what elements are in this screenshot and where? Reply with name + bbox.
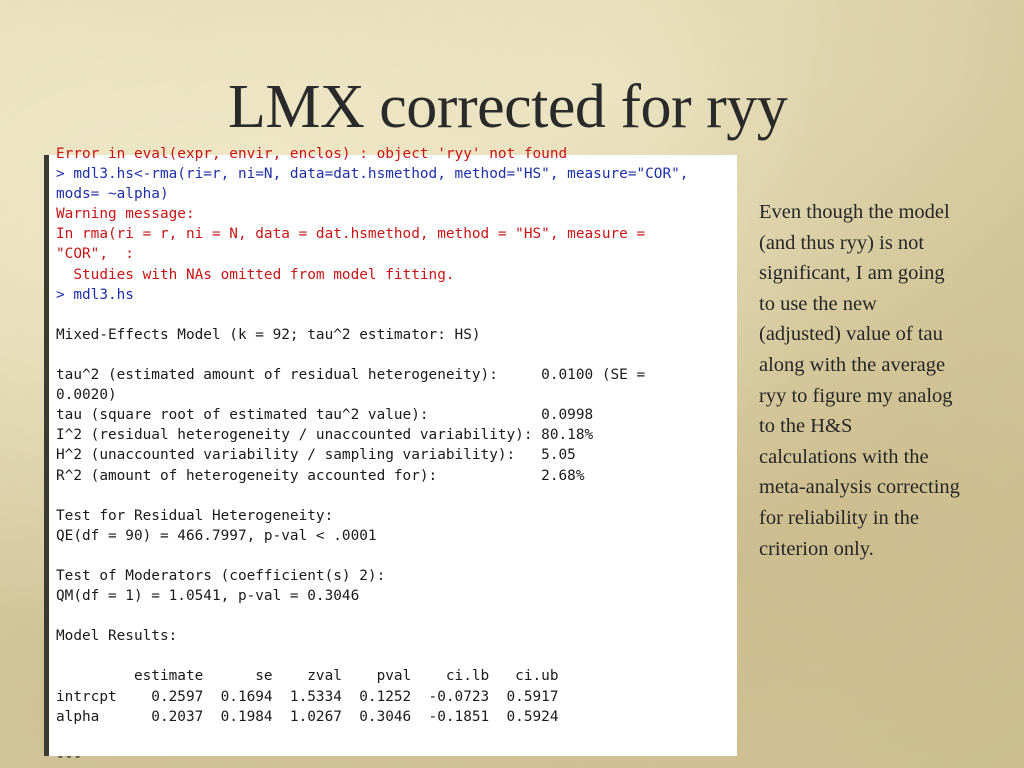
console-line: I^2 (residual heterogeneity / unaccounted variability): 80.18% bbox=[56, 427, 594, 444]
console-line: Model Results: bbox=[56, 628, 178, 645]
console-line: tau^2 (estimated amount of residual heterogeneity): 0.0100 (SE = bbox=[56, 367, 646, 384]
notes-line: meta-analysis correcting bbox=[759, 476, 960, 499]
slide-title: LMX corrected for ryy bbox=[228, 73, 788, 141]
notes-text bbox=[759, 197, 1009, 564]
console-line bbox=[56, 727, 737, 747]
notes-line: to the H&S bbox=[759, 415, 853, 438]
console-line bbox=[56, 486, 737, 506]
console-line: Studies with NAs omitted from model fitting. bbox=[56, 266, 455, 283]
notes-line: significant, I am going bbox=[759, 262, 945, 285]
console-line bbox=[56, 345, 737, 365]
console-line bbox=[56, 606, 737, 626]
notes-line: for reliability in the bbox=[759, 506, 919, 529]
notes-line: calculations with the bbox=[759, 445, 929, 468]
console-line: > mdl3.hs<-rma(ri=r, ni=N, data=dat.hsmethod, method="HS", measure="COR", bbox=[56, 166, 689, 183]
console-line: > mdl3.hs bbox=[56, 286, 134, 303]
notes-line: criterion only. bbox=[759, 537, 874, 560]
console-line: "COR", : bbox=[56, 246, 134, 263]
notes-line: ryy to figure my analog bbox=[759, 384, 953, 407]
console-line: QE(df = 90) = 466.7997, p-val < .0001 bbox=[56, 527, 377, 544]
console-line: Warning message: bbox=[56, 206, 195, 223]
r-console-output bbox=[44, 146, 737, 765]
console-line: mods= ~alpha) bbox=[56, 186, 169, 203]
console-line: H^2 (unaccounted variability / sampling variability): 5.05 bbox=[56, 447, 576, 464]
console-line: --- bbox=[56, 748, 82, 765]
console-line: Error in eval(expr, envir, enclos) : object 'ryy' not found bbox=[56, 146, 568, 162]
console-line: QM(df = 1) = 1.0541, p-val = 0.3046 bbox=[56, 588, 360, 605]
notes-line: to use the new bbox=[759, 292, 877, 315]
console-line: alpha 0.2037 0.1984 1.0267 0.3046 -0.1851 0.5924 bbox=[56, 708, 559, 725]
console-line: estimate se zval pval ci.lb ci.ub bbox=[56, 668, 559, 685]
notes-line: (adjusted) value of tau bbox=[759, 323, 943, 346]
console-line: Mixed-Effects Model (k = 92; tau^2 estimator: HS) bbox=[56, 326, 481, 343]
console-line: 0.0020) bbox=[56, 387, 117, 404]
notes-line: Even though the model bbox=[759, 201, 950, 223]
console-line bbox=[56, 646, 737, 666]
console-line bbox=[56, 546, 737, 566]
console-line: In rma(ri = r, ni = N, data = dat.hsmethod, method = "HS", measure = bbox=[56, 226, 646, 243]
notes-line: (and thus ryy) is not bbox=[759, 231, 925, 254]
console-line: Test of Moderators (coefficient(s) 2): bbox=[56, 567, 386, 584]
console-line: R^2 (amount of heterogeneity accounted for): 2.68% bbox=[56, 467, 585, 484]
console-line: tau (square root of estimated tau^2 value): 0.0998 bbox=[56, 407, 594, 424]
console-line: intrcpt 0.2597 0.1694 1.5334 0.1252 -0.0723 0.5917 bbox=[56, 688, 559, 705]
console-line: Test for Residual Heterogeneity: bbox=[56, 507, 334, 524]
notes-line: along with the average bbox=[759, 353, 946, 376]
console-line bbox=[56, 305, 737, 325]
